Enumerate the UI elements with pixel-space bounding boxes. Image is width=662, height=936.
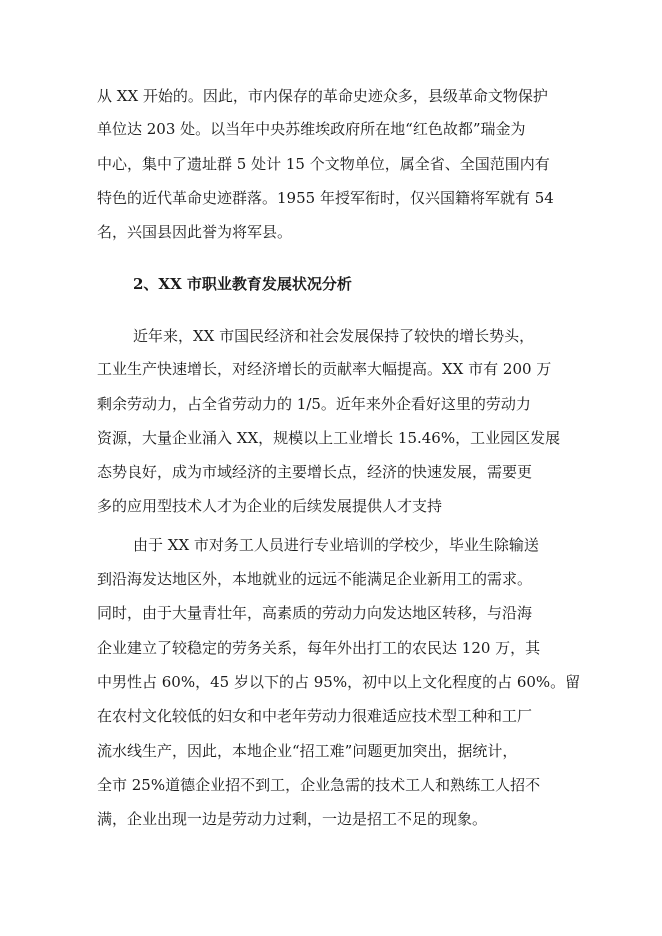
paragraph-line: 工业生产快速增长，对经济增长的贡献率大幅提高。XX 市有 200 万	[97, 360, 552, 378]
paragraph-line: 全市 25%道德企业招不到工，企业急需的技术工人和熟练工人招不	[97, 776, 541, 794]
paragraph-line: 企业建立了较稳定的劳务关系，每年外出打工的农民达 120 万，其	[97, 639, 541, 657]
paragraph-line: 资源，大量企业涌入 XX，规模以上工业增长 15.46%，工业园区发展	[97, 429, 561, 447]
paragraph-line: 从 XX 开始的。因此，市内保存的革命史迹众多，县级革命文物保护	[97, 87, 548, 105]
paragraph-line: 多的应用型技术人才为企业的后续发展提供人才支持	[97, 497, 443, 515]
paragraph-line: 中心，集中了遗址群 5 处计 15 个文物单位，属全省、全国范围内有	[97, 155, 550, 173]
paragraph-line: 特色的近代革命史迹群落。1955 年授军衔时，仅兴国籍将军就有 54	[97, 189, 554, 207]
paragraph-line: 剩余劳动力，占全省劳动力的 1/5。近年来外企看好这里的劳动力	[97, 395, 531, 413]
paragraph-line: 满，企业出现一边是劳动力过剩，一边是招工不足的现象。	[97, 810, 488, 828]
paragraph-line: 中男性占 60%，45 岁以下的占 95%，初中以上文化程度的占 60%。留	[97, 673, 581, 691]
paragraph-line: 流水线生产，因此，本地企业“招工难”问题更加突出，据统计，	[97, 742, 518, 760]
paragraph-line: 态势良好，成为市域经济的主要增长点，经济的快速发展，需要更	[97, 463, 533, 481]
paragraph-line: 名，兴国县因此誉为将军县。	[97, 223, 293, 241]
paragraph-line: 近年来，XX 市国民经济和社会发展保持了较快的增长势头，	[133, 327, 535, 345]
paragraph-line: 在农村文化较低的妇女和中老年劳动力很难适应技术型工种和工厂	[97, 707, 533, 725]
section-heading: 2、XX 市职业教育发展状况分析	[133, 275, 352, 293]
paragraph-line: 单位达 203 处。以当年中央苏维埃政府所在地“红色故都”瑞金为	[97, 120, 526, 138]
paragraph-line: 同时，由于大量青壮年，高素质的劳动力向发达地区转移，与沿海	[97, 604, 533, 622]
paragraph-line: 到沿海发达地区外，本地就业的远远不能满足企业新用工的需求。	[97, 570, 533, 588]
paragraph-line: 由于 XX 市对务工人员进行专业培训的学校少，毕业生除输送	[133, 536, 539, 554]
